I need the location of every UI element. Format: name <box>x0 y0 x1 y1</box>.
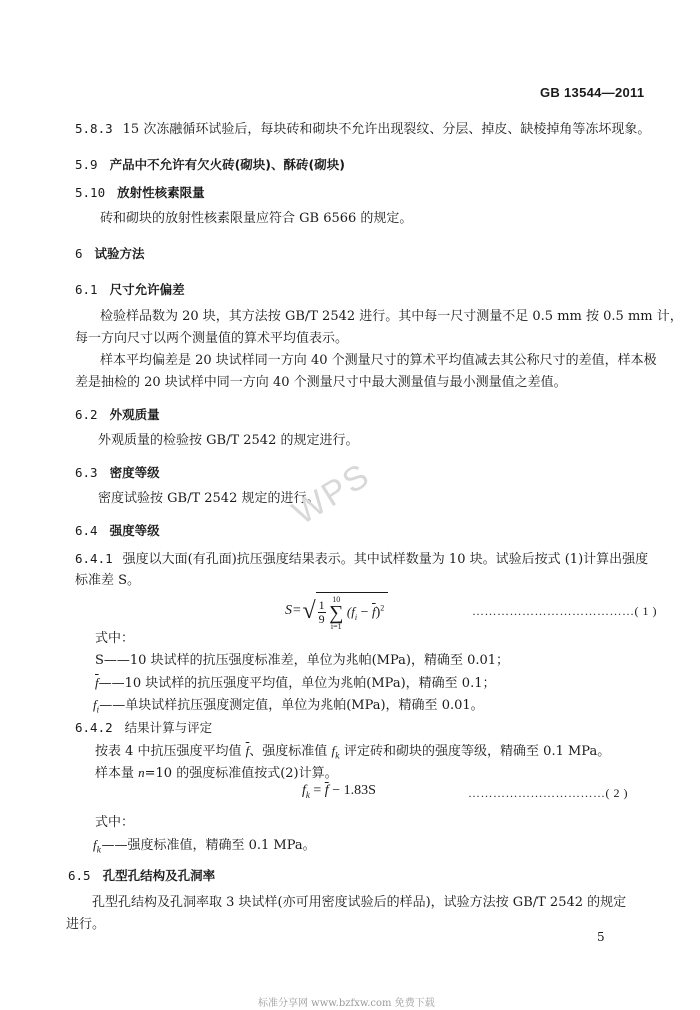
definition-symbol: S <box>95 653 104 668</box>
formula-subscript: k <box>305 789 310 800</box>
formula-2 <box>302 783 376 800</box>
definition-text: ——10 块试样的抗压强度标准差，单位为兆帕(MPa)，精确至 0.01； <box>103 653 510 668</box>
heading-6-4-2 <box>75 718 212 736</box>
heading-title: 尺寸允许偏差 <box>109 282 185 297</box>
paragraph-line: 差是抽检的 20 块试样中同一方向 40 个测量尺寸中最大测量值与最小测量值之差值。 <box>75 375 567 390</box>
formula-number: ( 1 ) <box>634 604 657 618</box>
sigma-icon: ∑ <box>329 601 344 624</box>
heading-number: 5.9 <box>75 157 98 172</box>
heading-title: 孔型孔结构及孔洞率 <box>102 868 216 883</box>
fraction-denominator: 9 <box>318 612 325 626</box>
heading-5-9 <box>75 155 345 173</box>
where-label: 式中： <box>95 631 135 646</box>
sqrt-symbol: √ <box>302 598 316 624</box>
heading-number: 6.4 <box>75 523 98 538</box>
paragraph-line <box>95 762 338 785</box>
definition-subscript: i <box>96 705 100 715</box>
clause-number: 6.4.1 <box>75 551 113 566</box>
paragraph-line: 进行。 <box>66 917 106 932</box>
term-minus: − <box>357 604 372 620</box>
formula-lhs: S= <box>285 603 302 618</box>
heading-6-4 <box>75 521 160 539</box>
clause-6-3-body: 密度试验按 GB/T 2542 规定的进行。 <box>98 491 320 506</box>
term-open: (f <box>346 603 355 619</box>
heading-number: 6.4.2 <box>75 720 113 735</box>
wps-watermark: WPS <box>286 455 377 533</box>
heading-number: 6.3 <box>75 465 98 480</box>
sum-upper: 10 <box>332 594 341 604</box>
heading-number: 5.10 <box>75 185 106 200</box>
definition-subscript: k <box>96 845 102 855</box>
heading-title: 结果计算与评定 <box>124 720 213 735</box>
symbol-fk: f <box>331 743 336 758</box>
paragraph-line: 样本平均偏差是 20 块试样同一方向 40 个测量尺寸的算术平均值减去其公称尺寸的差值，样本极 <box>100 353 657 368</box>
clause-5-8-3 <box>75 118 650 141</box>
heading-number: 6.1 <box>75 282 98 297</box>
clause-number: 5.8.3 <box>75 121 113 136</box>
leader-dots: …………………………… <box>468 786 606 800</box>
heading-title: 外观质量 <box>109 407 160 422</box>
summation <box>329 595 343 631</box>
heading-6-5 <box>68 866 215 884</box>
heading-title: 试验方法 <box>94 246 145 261</box>
formula-2-leader <box>468 786 628 801</box>
clause-5-10-body: 砖和砌块的放射性核素限量应符合 GB 6566 的规定。 <box>100 211 413 226</box>
paragraph-line: 每一方向尺寸以两个测量值的算术平均值表示。 <box>75 331 349 346</box>
formula-number: ( 2 ) <box>605 786 628 800</box>
text-run: =10 的强度标准值按式(2)计算。 <box>144 766 338 781</box>
formula-equals: = <box>309 783 325 798</box>
text-run: 评定砖和砌块的强度等级，精确至 0.1 MPa。 <box>339 744 611 759</box>
definition-text: ——10 块试样的抗压强度平均值，单位为兆帕(MPa)，精确至 0.1； <box>98 676 496 691</box>
sqrt-body <box>316 592 389 631</box>
paragraph-line: 孔型孔结构及孔洞率取 3 块试样(亦可用密度试验后的样品)，试验方法按 GB/T 2542 的规定 <box>92 895 627 910</box>
heading-title: 强度等级 <box>109 523 160 538</box>
term-fbar: $\overline{f}$ <box>371 603 376 619</box>
heading-6-3 <box>75 463 160 481</box>
definition-text: ——强度标准值，精确至 0.1 MPa。 <box>101 838 316 853</box>
clause-6-2-body: 外观质量的检验按 GB/T 2542 的规定进行。 <box>98 433 359 448</box>
clause-text: 15 次冻融循环试验后，每块砖和砌块不允许出现裂纹、分层、掉皮、缺棱掉角等冻坏现象。 <box>122 122 651 137</box>
symbol-subscript: k <box>335 751 340 761</box>
formula-1-leader <box>472 604 657 619</box>
text-run: 按表 4 中抗压强度平均值 <box>95 744 246 759</box>
definition-symbol: $\overline{f}$ <box>95 675 99 690</box>
fraction <box>318 599 326 626</box>
page-number: 5 <box>597 930 605 944</box>
paragraph-line: 强度以大面(有孔面)抗压强度结果表示。其中试样数量为 10 块。试验后按式 (1)计算出强度 <box>122 552 649 567</box>
heading-title: 产品中不允许有欠火砖(砌块)、酥砖(砌块) <box>109 157 345 172</box>
formula-1 <box>285 592 388 630</box>
text-run: 样本量 <box>95 766 139 781</box>
definition-symbol: f <box>93 837 97 852</box>
where-label: 式中： <box>95 815 135 830</box>
formula-fbar: $\overline{f}$ <box>324 783 329 798</box>
heading-6-1 <box>75 280 185 298</box>
heading-number: 6.2 <box>75 407 98 422</box>
leader-dots: ………………………………… <box>472 604 635 618</box>
formula-lhs: f <box>302 783 306 798</box>
footer-source: 标准分享网 www.bzfxw.com 免费下载 <box>258 998 435 1009</box>
clause-6-4-1 <box>75 548 648 571</box>
symbol-n: n <box>138 765 145 780</box>
text-run: 、强度标准值 <box>249 744 332 759</box>
definition-symbol: f <box>93 697 97 712</box>
definition-text: ——单块试样抗压强度测定值，单位为兆帕(MPa)，精确至 0.01。 <box>99 698 484 713</box>
heading-6-2 <box>75 405 160 423</box>
heading-6 <box>75 244 145 262</box>
heading-number: 6.5 <box>68 868 91 883</box>
term-power: 2 <box>380 603 385 613</box>
formula-rest: − 1.83S <box>328 783 376 798</box>
sum-lower: i=1 <box>330 621 342 631</box>
heading-5-10 <box>75 183 205 201</box>
fraction-numerator: 1 <box>318 598 325 612</box>
definition-fk <box>93 834 316 862</box>
definition-fbar <box>95 672 495 695</box>
standard-code: GB 13544—2011 <box>540 85 645 100</box>
paragraph-line: 标准差 S。 <box>75 573 141 588</box>
definition-S <box>95 650 509 672</box>
paragraph-line: 检验样品数为 20 块，其方法按 GB/T 2542 进行。其中每一尺寸测量不足 0.5 mm 按 0.5 mm 计， <box>100 309 683 324</box>
heading-title: 密度等级 <box>109 465 160 480</box>
symbol-fbar: $\overline{f}$ <box>245 743 250 758</box>
heading-title: 放射性核素限量 <box>117 185 205 200</box>
term-sub: i <box>354 612 358 622</box>
heading-number: 6 <box>75 246 83 261</box>
term-close: ) <box>375 604 381 620</box>
